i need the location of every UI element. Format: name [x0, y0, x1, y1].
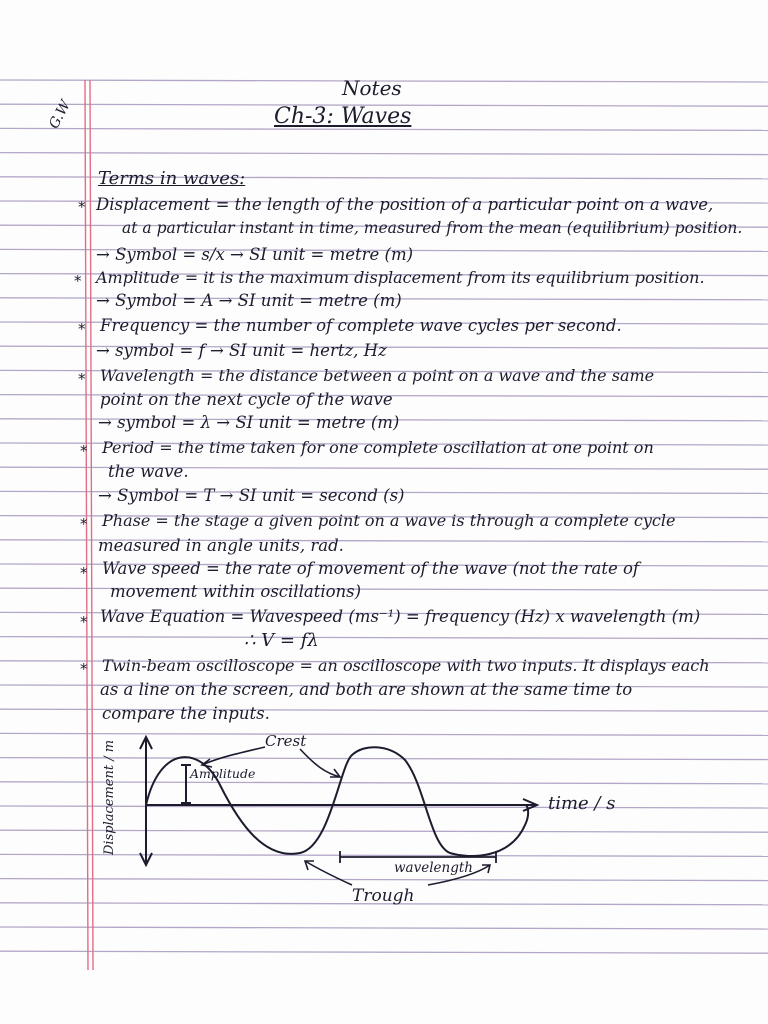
note-line: as a line on the screen, and both are shown at the same time to — [100, 680, 633, 699]
note-line: measured in angle units, rad. — [98, 536, 344, 555]
note-line: → symbol = λ → SI unit = metre (m) — [98, 413, 400, 432]
amplitude-label: Amplitude — [190, 766, 256, 781]
crest-arrow-left — [202, 747, 265, 765]
note-line: → symbol = f → SI unit = hertz, Hz — [96, 341, 387, 360]
rule-line — [0, 153, 768, 155]
bullet-displacement: * — [78, 198, 86, 216]
wavelength-label: wavelength — [394, 860, 473, 876]
author-initials: G.W — [46, 97, 74, 132]
crest-label: Crest — [265, 732, 307, 750]
note-line: Wave Equation = Wavespeed (ms⁻¹) = frequency (Hz) x wavelength (m) — [100, 607, 701, 626]
note-line: → Symbol = T → SI unit = second (s) — [98, 486, 405, 505]
rule-line — [0, 951, 768, 953]
section-heading: Terms in waves: — [98, 168, 246, 189]
chapter-title: Ch-3: Waves — [274, 104, 412, 129]
note-line: movement within oscillations) — [110, 582, 362, 601]
note-line: Twin-beam oscilloscope = an oscilloscope with two inputs. It displays each — [102, 656, 710, 675]
note-line: → Symbol = s/x → SI unit = metre (m) — [96, 245, 414, 264]
bullet-wave-equation: * — [80, 613, 88, 631]
note-line: compare the inputs. — [102, 704, 270, 723]
note-line: Wavelength = the distance between a point on a wave and the same — [100, 366, 655, 385]
y-axis-label: Displacement / m — [102, 739, 117, 855]
bullet-wavespeed: * — [80, 564, 88, 582]
crest-arrow-right — [300, 749, 340, 777]
note-line: Displacement = the length of the position of a particular point on a wave, — [96, 195, 714, 214]
note-line: Phase = the stage a given point on a wave is through a complete cycle — [102, 511, 676, 530]
bullet-oscilloscope: * — [80, 660, 88, 678]
bullet-phase: * — [80, 515, 88, 533]
bullet-amplitude: * — [74, 272, 82, 290]
x-axis-label: time / s — [548, 793, 616, 814]
trough-label: Trough — [352, 886, 415, 906]
note-line: → Symbol = A → SI unit = metre (m) — [96, 291, 402, 310]
bullet-period: * — [80, 442, 88, 460]
note-line: Wave speed = the rate of movement of the wave (not the rate of — [102, 559, 640, 578]
note-line: at a particular instant in time, measured from the mean (equilibrium) position. — [122, 219, 743, 237]
rule-line — [0, 927, 768, 929]
note-line: Period = the time taken for one complete oscillation at one point on — [102, 438, 654, 457]
note-line: Amplitude = it is the maximum displacement from its equilibrium position. — [96, 268, 705, 287]
note-line: the wave. — [108, 462, 189, 481]
bullet-wavelength: * — [78, 370, 86, 388]
bullet-frequency: * — [78, 320, 86, 338]
note-line: ∴ V = fλ — [244, 630, 319, 651]
note-line: Frequency = the number of complete wave cycles per second. — [100, 316, 622, 335]
wave-diagram — [90, 725, 610, 915]
note-line: point on the next cycle of the wave — [100, 390, 393, 409]
page-title: Notes — [342, 76, 402, 100]
trough-arrow-left — [305, 861, 352, 885]
rule-line — [0, 637, 768, 639]
